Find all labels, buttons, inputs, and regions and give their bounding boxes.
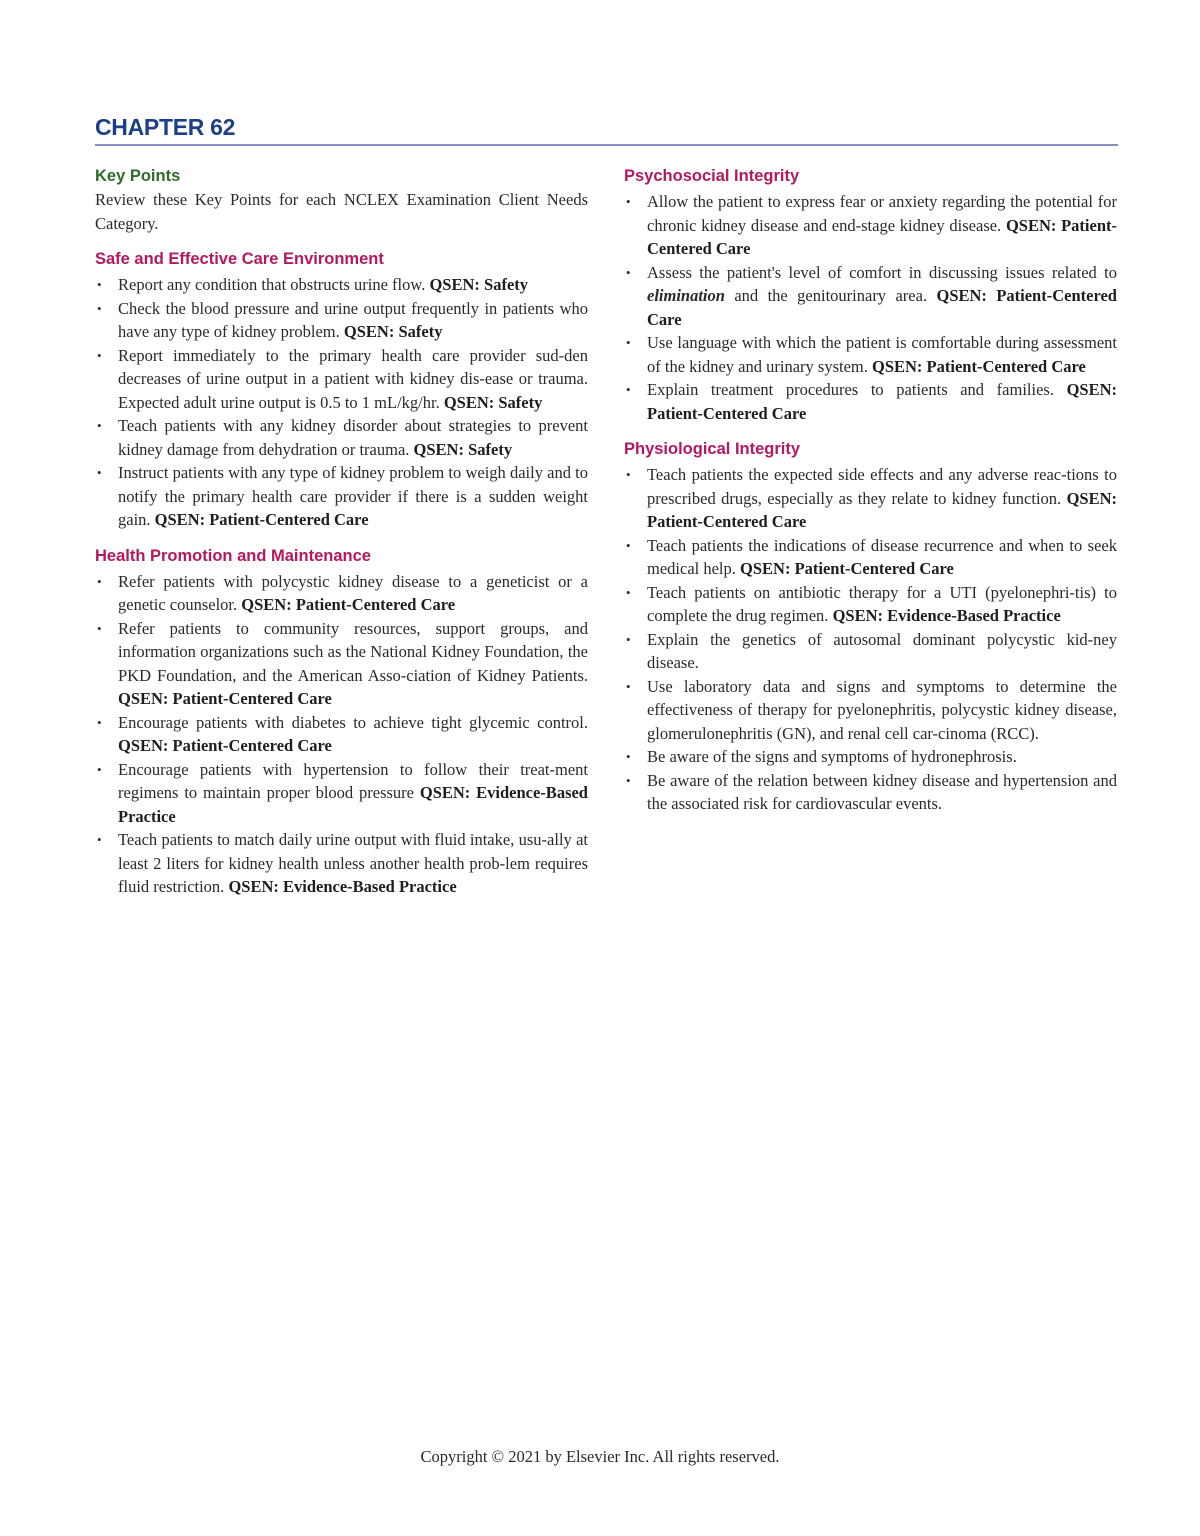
- list-item: • Teach patients the expected side effects and any adverse reac-tions to prescribed drugs, especially as they relate to kidney function. QSEN: Patient-Centered Care: [624, 463, 1117, 534]
- health-promotion-heading: Health Promotion and Maintenance: [95, 546, 371, 565]
- list-item: • Explain treatment procedures to patients and families. QSEN: Patient-Centered Care: [624, 378, 1117, 425]
- safe-care-list: [95, 273, 588, 532]
- key-points-heading: Key Points: [95, 167, 181, 185]
- emphasis-term: elimination: [647, 286, 725, 305]
- list-item: • Explain the genetics of autosomal dominant polycystic kid-ney disease.: [624, 628, 1117, 675]
- psychosocial-heading: Psychosocial Integrity: [624, 167, 800, 185]
- list-item: • Teach patients on antibiotic therapy for a UTI (pyelonephri-tis) to complete the drug regimen. QSEN: Evidence-Based Practice: [624, 581, 1117, 628]
- list-item: • Teach patients with any kidney disorder about strategies to prevent kidney damage from dehydration or trauma. QSEN: Safety: [95, 414, 588, 461]
- list-item: • Be aware of the relation between kidney disease and hypertension and the associated risk for cardiovascular events.: [624, 769, 1117, 816]
- list-item: • Refer patients to community resources, support groups, and information organizations such as the National Kidney Foundation, the PKD Foundation, and the American Asso-ciation of Kidney Patients. QSEN: Patient-Centered Care: [95, 617, 588, 711]
- psychosocial-list: [624, 190, 1117, 425]
- physiological-list: [624, 463, 1117, 816]
- list-item: • Teach patients to match daily urine output with fluid intake, usu-ally at least 2 liters for kidney health unless another health prob-lem requires fluid restriction. QSEN: Evidence-Based Practice: [95, 828, 588, 899]
- safe-care-heading: Safe and Effective Care Environment: [95, 250, 384, 268]
- list-item: • Encourage patients with diabetes to achieve tight glycemic control. QSEN: Patient-Centered Care: [95, 711, 588, 758]
- list-item: • Assess the patient's level of comfort in discussing issues related to elimination and the genitourinary area. QSEN: Patient-Centered Care: [624, 261, 1117, 332]
- list-item: • Report any condition that obstructs urine flow. QSEN: Safety: [95, 273, 588, 297]
- title-divider: [95, 144, 1118, 146]
- physiological-heading: Physiological Integrity: [624, 440, 801, 458]
- list-item: • Use language with which the patient is comfortable during assessment of the kidney and urinary system. QSEN: Patient-Centered Care: [624, 331, 1117, 378]
- chapter-title: CHAPTER 62: [95, 114, 236, 140]
- list-item: • Check the blood pressure and urine output frequently in patients who have any type of kidney problem. QSEN: Safety: [95, 297, 588, 344]
- list-item: • Be aware of the signs and symptoms of hydronephrosis.: [624, 745, 1117, 769]
- list-item: • Use laboratory data and signs and symptoms to determine the effectiveness of therapy for pyelonephritis, polycystic kidney disease, glomerulonephritis (GN), and renal cell car-cinoma (RCC).: [624, 675, 1117, 746]
- copyright-footer: Copyright © 2021 by Elsevier Inc. All rights reserved.: [420, 1447, 780, 1466]
- key-points-intro: Review these Key Points for each NCLEX Examination Client Needs Category.: [95, 190, 588, 233]
- list-item: • Allow the patient to express fear or anxiety regarding the potential for chronic kidney disease and end-stage kidney disease. QSEN: Patient-Centered Care: [624, 190, 1117, 261]
- list-item: • Refer patients with polycystic kidney disease to a geneticist or a genetic counselor. QSEN: Patient-Centered Care: [95, 570, 588, 617]
- left-column: [95, 164, 588, 899]
- list-item: • Instruct patients with any type of kidney problem to weigh daily and to notify the primary health care provider if there is a sudden weight gain. QSEN: Patient-Centered Care: [95, 461, 588, 532]
- list-item: • Teach patients the indications of disease recurrence and when to seek medical help. QSEN: Patient-Centered Care: [624, 534, 1117, 581]
- health-promotion-list: [95, 570, 588, 899]
- list-item: • Report immediately to the primary health care provider sud-den decreases of urine output in a patient with kidney dis-ease or trauma. Expected adult urine output is 0.5 to 1 mL/kg/hr. QSEN: Safety: [95, 344, 588, 415]
- list-item: • Encourage patients with hypertension to follow their treat-ment regimens to maintain proper blood pressure QSEN: Evidence-Based Practice: [95, 758, 588, 829]
- right-column: [624, 164, 1117, 816]
